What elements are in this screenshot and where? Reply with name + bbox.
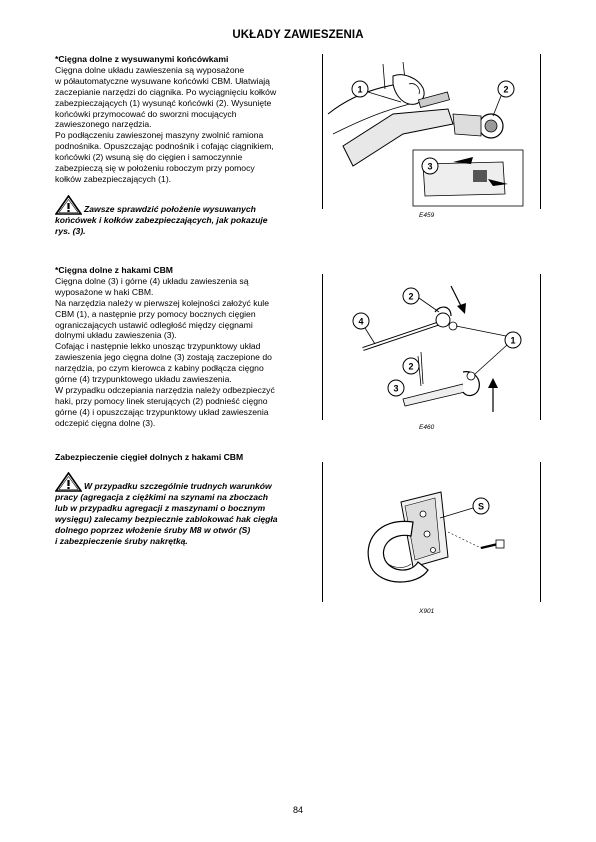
section-1-text xyxy=(55,54,317,237)
section-1-body: Cięgna dolne układu zawieszenia są wyposażone w półautomatyczne wysuwane końcówki CBM. Ułatwiają zaczepianie narzędzi do ciągnika. Po wyciągnięciu kołków zabezpieczających (1) wysunąć końcówki (2). Wysunięte końcówki przymocować do sworzni mocujących zawieszonego narzędzia. Po podłączeniu zawieszonej maszyny zwolnić ramiona podnośnika. Opuszczając podnośnik i cofając ciągnikiem, końcówki (2) wsuną się do cięgien i samoczynnie zabezpieczą się w położeniu roboczym przy pomocy kołków zabezpieczających (1). xyxy=(55,64,277,184)
section-1-warning-text: Zawsze sprawdzić położenie wysuwanych końcówek i kołków zabezpieczających, jak pokazuje rys. (3). xyxy=(55,203,268,236)
callout-3: 3 xyxy=(427,161,433,172)
figure-code-e459: E459 xyxy=(419,212,435,219)
callout-1: 1 xyxy=(510,335,516,346)
callout-2b: 2 xyxy=(408,361,414,372)
figure-code-x901: X901 xyxy=(419,608,435,615)
page-title: UKŁADY ZAWIESZENIA xyxy=(232,29,364,41)
figure-e459 xyxy=(322,54,541,219)
callout-1: 1 xyxy=(357,84,363,95)
section-2-text xyxy=(55,265,317,429)
callout-4: 4 xyxy=(358,316,364,327)
section-2-body: Cięgna dolne (3) i górne (4) układu zawieszenia są wyposażone w haki CBM. Na narzędzia należy w pierwszej kolejności założyć kule CBM (1), a następnie przy pomocy bocznych cięgien ograniczających ustawić odległość między cięgnami dolnymi układu zawieszenia (3). Cofając i następnie lekko unosząc trzypunktowy układ zawieszenia jego cięgna dolne (3) zostają zaczepione do narzędzia, po czym kierowca z kabiny podłącza cięgno górne (4) trzypunktowego układu zawieszenia. W przypadku odczepiania narzędzia należy odbezpieczyć haki, przy pomocy linek sterujących (2) podnieść cięgno górne (4) i opuszczając trzypunktowy układ zawieszenia odczepić cięgna dolne (3). xyxy=(55,275,275,428)
warning-triangle-icon xyxy=(55,472,82,492)
figure-e460 xyxy=(322,274,541,431)
section-1-heading: *Cięgna dolne z wysuwanymi końcówkami xyxy=(55,54,229,64)
figure-code-e460: E460 xyxy=(419,424,435,431)
figure-x901 xyxy=(322,462,541,615)
callout-2: 2 xyxy=(408,291,414,302)
section-3-text xyxy=(55,452,317,546)
section-1-warning xyxy=(55,195,317,237)
extendable-end-illustration xyxy=(323,54,538,209)
hook-lock-illustration xyxy=(323,462,538,602)
callout-2: 2 xyxy=(503,84,509,95)
page-number: 84 xyxy=(292,805,303,815)
warning-triangle-icon xyxy=(55,195,82,215)
section-3-warning-text: W przypadku szczególnie trudnych warunków pracy (agregacja z ciężkimi na szynami na zboczach lub w przypadku agregacji z maszynami o bocznym wysięgu) zalecamy bezpiecznie zablokować hak cięgła dolnego poprzez włożenie śruby M8 w otwór (S) i zabezpieczenie śruby nakrętką. xyxy=(55,481,278,546)
section-2-heading: *Cięgna dolne z hakami CBM xyxy=(55,265,173,275)
cbm-hooks-illustration xyxy=(323,274,538,420)
section-3-warning xyxy=(55,472,317,547)
callout-s: S xyxy=(477,501,485,512)
callout-3: 3 xyxy=(393,383,399,394)
section-3-heading: Zabezpieczenie cięgieł dolnych z hakami CBM xyxy=(55,452,244,462)
